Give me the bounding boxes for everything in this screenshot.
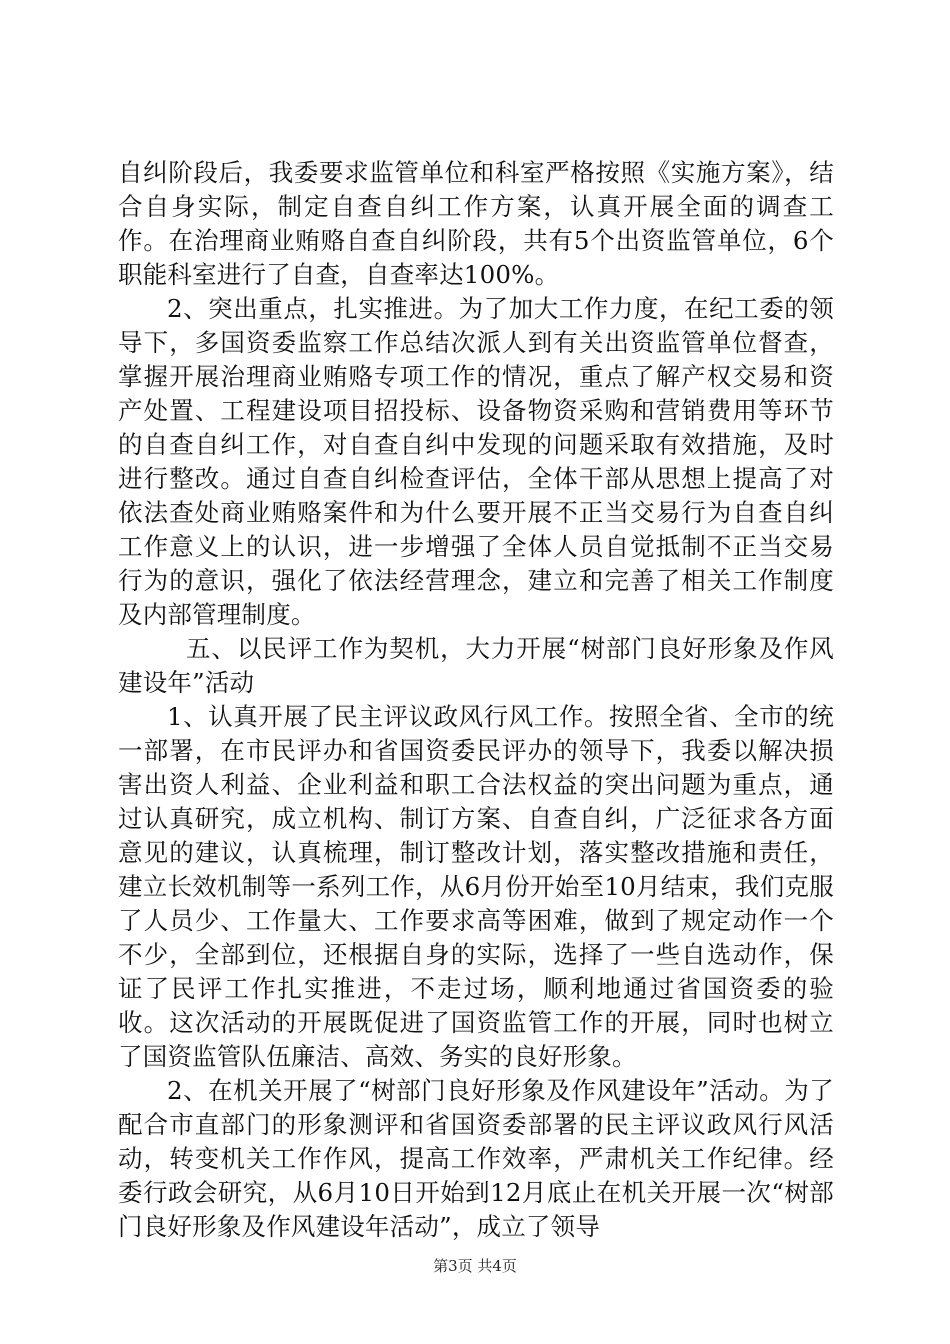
paragraph-agency-activity: 2、在机关开展了“树部门良好形象及作风建设年”活动。为了配合市直部门的形象测评和省国资委部署的民主评议政风行风活动，转变机关工作作风，提高工作效率，严肃机关工作纪律。经委行政会研究，从6月10日开始到12月底止在机关开展一次“树部门良好形象及作风建设年活动”，成立了领导 — [118, 1076, 834, 1241]
page-footer — [0, 1256, 950, 1276]
document-body — [118, 156, 834, 1244]
paragraph-democratic-review: 1、认真开展了民主评议政风行风工作。按照全省、全市的统一部署，在市民评办和省国资委民评办的领导下，我委以解决损害出资人利益、企业利益和职工合法权益的突出问题为重点，通过认真研究，成立机构、制订方案、自查自纠，广泛征求各方面意见的建议，认真梳理，制订整改计划，落实整改措施和责任，建立长效机制等一系列工作，从6月份开始至10月结束，我们克服了人员少、工作量大、工作要求高等困难，做到了规定动作一个不少，全部到位，还根据自身的实际，选择了一些自选动作，保证了民评工作扎实推进，不走过场，顺利地通过省国资委的验收。这次活动的开展既促进了国资监管工作的开展，同时也树立了国资监管队伍廉洁、高效、务实的良好形象。 — [118, 702, 834, 1071]
paragraph-self-correction-continued: 自纠阶段后，我委要求监管单位和科室严格按照《实施方案》，结合自身实际，制定自查自纠工作方案，认真开展全面的调查工作。在治理商业贿赂自查自纠阶段，共有5个出资监管单位，6个职能科室进行了自查，自查率达100%。 — [118, 158, 834, 289]
paragraph-focus-and-advance: 2、突出重点，扎实推进。为了加大工作力度，在纪工委的领导下，多国资委监察工作总结次派人到有关出资监管单位督查，掌握开展治理商业贿赂专项工作的情况，重点了解产权交易和资产处置、工程建设项目招投标、设备物资采购和营销费用等环节的自查自纠工作，对自查自纠中发现的问题采取有效措施，及时进行整改。通过自查自纠检查评估，全体干部从思想上提高了对依法查处商业贿赂案件和为什么要开展不正当交易行为自查自纠工作意义上的认识，进一步增强了全体人员自觉抵制不正当交易行为的意识，强化了依法经营理念，建立和完善了相关工作制度及内部管理制度。 — [118, 294, 834, 629]
section-heading-five: 五、以民评工作为契机，大力开展“树部门良好形象及作风建设年”活动 — [118, 634, 834, 697]
page-number-label: 第3页 共4页 — [433, 1257, 517, 1275]
